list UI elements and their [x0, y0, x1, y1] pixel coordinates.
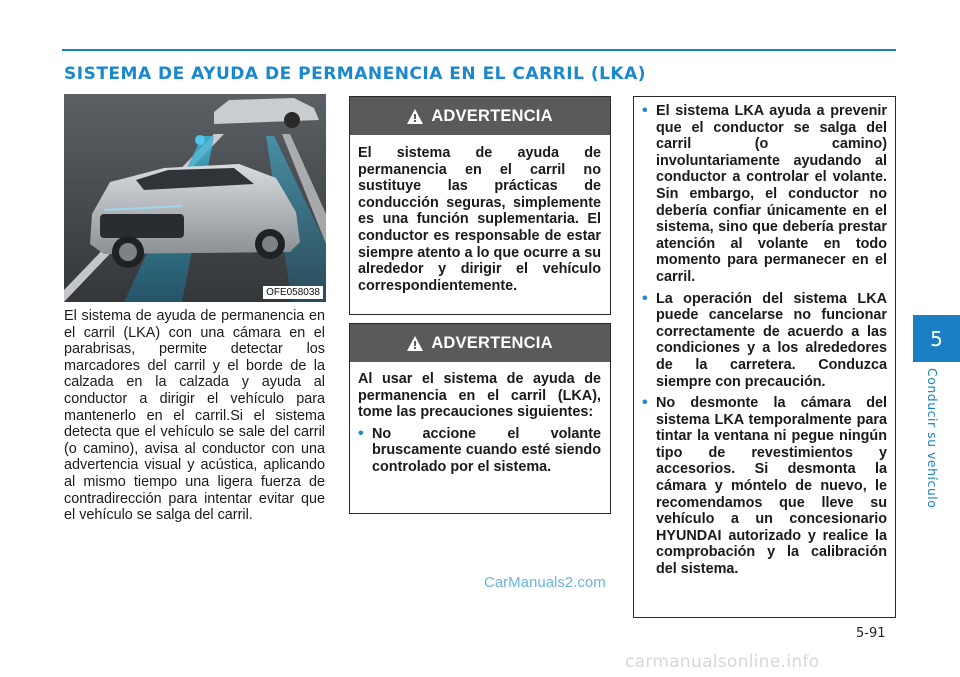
- intro-paragraph: El sistema de ayuda de permanencia en el carril (LKA) con una cámara en el parabrisas, permite detectar los marcadores del carril y el borde de la calzada en la calzada y ayuda al conductor a dirigir el vehículo para mantenerlo en el carril.Si el sistema detecta que el vehículo se sale del carril (o camino), avisa al conductor con una advertencia visual y acústica, aplicando al mismo tiempo una ligera fuerza de contradirección para intentar evitar que el vehículo se salga del carril.: [64, 308, 325, 524]
- warning-title-1: ADVERTENCIA: [431, 106, 553, 125]
- footer-watermark: carmanualsonline.info: [625, 652, 820, 672]
- warning-header-1: [350, 97, 610, 135]
- chapter-tab: 5: [913, 315, 960, 362]
- list-item: • No accione el volante bruscamente cuando esté siendo controlado por el sistema.: [358, 426, 601, 476]
- page-title: SISTEMA DE AYUDA DE PERMANENCIA EN EL CARRIL (LKA): [64, 64, 647, 84]
- warning-text-1: El sistema de ayuda de permanencia en el carril no sustituye las prácticas de conducción seguras, simplemente es una función suplementaria. El conductor es responsable de estar siempre atento a lo que ocurre a su alrededor y dirigir el vehículo correspondientemente.: [358, 145, 601, 294]
- warning-box-1: [349, 96, 611, 315]
- warning-bullets-2: [358, 426, 601, 476]
- list-item: • El sistema LKA ayuda a prevenir que el conductor se salga del carril (o camino) involuntariamente ayudando al conductor a controlar el volante. Sin embargo, el conductor no debería confiar únicamente en el sistema, sino que debería prestar atención al volante en todo momento para permanecer en el carril.: [642, 103, 887, 286]
- page-number: 5-91: [856, 626, 886, 641]
- list-item: • La operación del sistema LKA puede cancelarse no funcionar correctamente de acuerdo a las condiciones y a los alrededores de la carretera. Conduzca siempre con precaución.: [642, 291, 887, 391]
- warning-content-2: [350, 362, 610, 476]
- warning-text-2: Al usar el sistema de ayuda de permanencia en el carril (LKA), tome las precauciones siguientes:: [358, 371, 601, 421]
- lka-illustration: [64, 94, 326, 302]
- warning-triangle-icon: [407, 109, 423, 124]
- info-box: [633, 96, 896, 618]
- figure-code: OFE058038: [263, 286, 323, 299]
- header-rule: [62, 49, 896, 51]
- warning-header-2: [350, 324, 610, 362]
- list-item: • No desmonte la cámara del sistema LKA temporalmente para tintar la ventana ni pegue ningún tipo de revestimientos y accesorios. Si desmonta la cámara y móntelo de nuevo, le recomendamos que lleve su vehículo a un concesionario HYUNDAI autorizado y realice la comprobación y la calibración del sistema.: [642, 395, 887, 578]
- chapter-label: Conducir su vehículo: [925, 368, 940, 509]
- warning-title-2: ADVERTENCIA: [431, 333, 553, 352]
- warning-box-2: [349, 323, 611, 514]
- car-lane-image: [64, 94, 326, 302]
- info-bullets: [642, 103, 887, 578]
- watermark: CarManuals2.com: [484, 574, 606, 591]
- warning-triangle-icon: [407, 336, 423, 351]
